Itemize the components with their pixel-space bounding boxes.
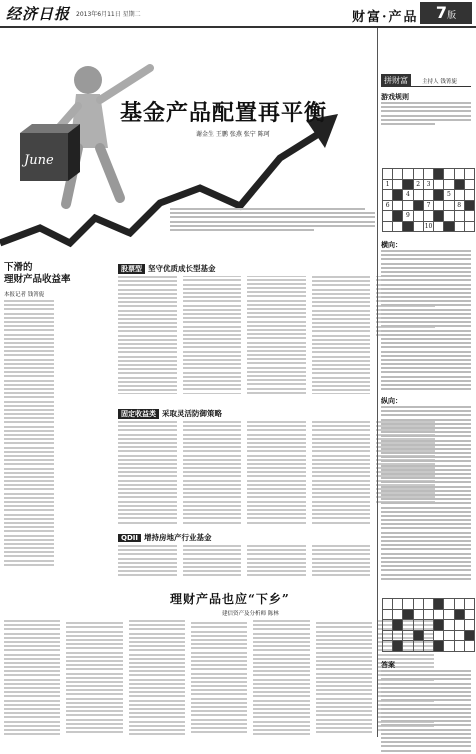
bottom-article-body <box>4 620 372 735</box>
left-title-line2: 理财产品收益率 <box>4 274 71 285</box>
subsection-heading-2 <box>118 408 222 419</box>
main-byline: 谢金生 王鹏 张燕 张宁 陈珂 <box>196 131 270 138</box>
subsection-title-1: 坚守优质成长型基金 <box>148 264 216 273</box>
subsection-body-1 <box>118 276 370 394</box>
sidebar <box>377 28 475 737</box>
subsection-tag-3: QDII <box>118 534 141 542</box>
down-clues <box>381 406 471 582</box>
page-suffix: 版 <box>447 11 457 21</box>
crossword-grid: 1 2 3 4 5 6 7 8 9 10 <box>382 168 475 232</box>
left-title-line1: 下滑的 <box>4 262 33 273</box>
answer-heading: 答案 <box>381 661 395 669</box>
subsection-tag-1: 股票型 <box>118 264 145 274</box>
subsection-heading-3 <box>118 532 211 543</box>
puzzle-rules-text <box>381 102 471 127</box>
answer-text <box>381 670 471 754</box>
page-number: 7 <box>435 3 448 22</box>
puzzle-rules-heading: 游戏规则 <box>381 93 409 101</box>
subsection-body-3 <box>118 545 370 585</box>
subsection-heading-1 <box>118 263 216 274</box>
subsection-title-3: 增持房地产行业基金 <box>143 533 212 542</box>
left-column-text <box>4 300 54 585</box>
main-headline: 基金产品配置再平衡 <box>120 100 328 126</box>
section-title: 财富·产品 <box>352 10 419 25</box>
subsection-title-2: 采取灵活防御策略 <box>162 409 222 418</box>
down-heading: 纵向： <box>381 397 402 405</box>
across-clues <box>381 250 471 392</box>
cube-label: June <box>24 153 54 168</box>
left-article-byline: 本报记者 钱箐旎 <box>4 292 45 298</box>
sidebar-header <box>381 68 471 87</box>
across-heading: 横向： <box>381 241 402 249</box>
page-number-badge <box>420 2 472 24</box>
subsection-tag-2: 固定收益类 <box>118 409 159 419</box>
summary-paragraph <box>170 208 375 233</box>
answer-grid <box>382 598 475 652</box>
bottom-article-byline: 建信资产及分析师 陈林 <box>222 611 279 617</box>
column-name: 拼财富 <box>381 74 411 87</box>
bottom-article-title: 理财产品也应“下乡” <box>170 592 290 606</box>
subsection-body-2 <box>118 421 370 525</box>
left-article-title <box>4 262 71 286</box>
column-byline: 主持人 钱箐旎 <box>422 79 457 85</box>
issue-date: 2013年6月11日 星期二 <box>76 11 141 18</box>
masthead: 经济日报 <box>6 5 71 23</box>
